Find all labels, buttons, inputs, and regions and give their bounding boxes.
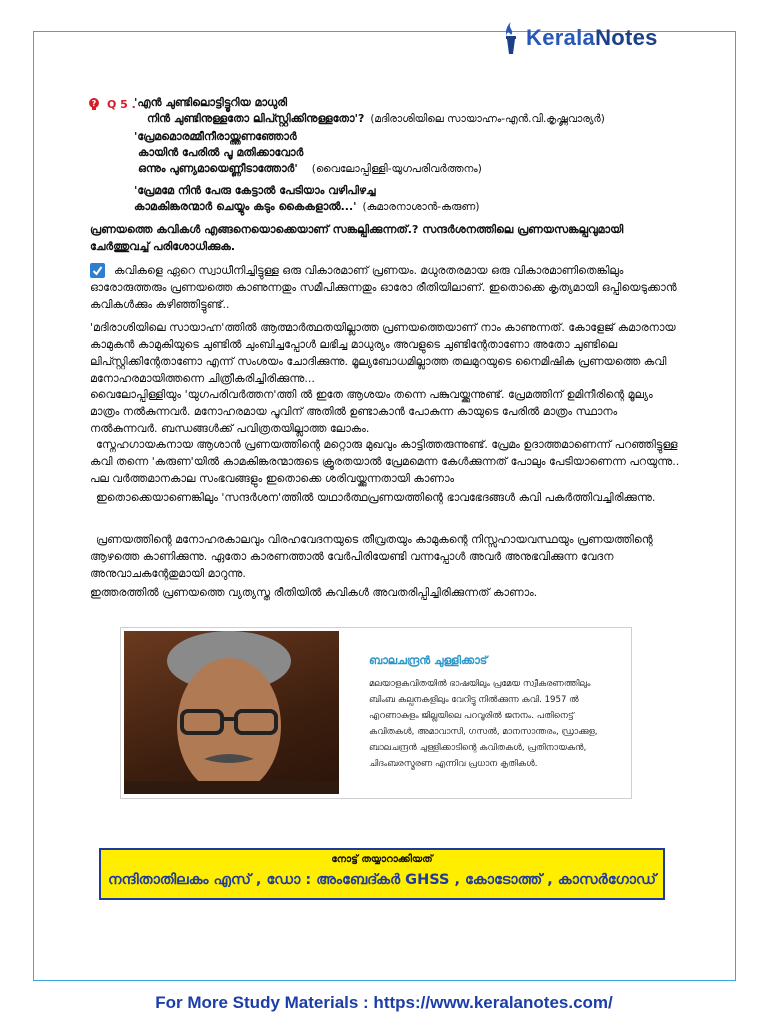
credit-heading: നോട്ട് തയ്യാറാക്കിയത്	[331, 854, 433, 865]
answer-paragraph-3: വൈലോപ്പിള്ളിയും 'യുഗപരിവർത്തന'ത്തി ൽ ഇതേ ആശയം തന്നെ പങ്കുവയ്ക്കുന്നുണ്ട്. പ്രേമത്തിന് ഉമിനീരിന്റെ മൂല്യം മാത്രം നൽകുന്നവർ. മനോഹരമായ പൂവിന് അതിൽ ഉണ്ടാകാൻ പോകുന്ന കായുടെ പേരിൽ മാത്രം സ്ഥാനം നൽകുന്നവർ. ബന്ധങ്ങൾക്ക് പവിത്രതയില്ലാത്ത ലോകം.	[90, 388, 653, 435]
quote-3-line-1: 'പ്രേമമേ നിൻ പേരു കേട്ടാൽ പേടിയാം വഴിപിഴച്ച	[134, 184, 376, 197]
quote-1-line-1: 'എൻ ചുണ്ടിലൊട്ടിട്ടൂറിയ മാധുരി	[134, 96, 288, 109]
quote-3	[134, 183, 479, 215]
poet-bio: മലയാളകവിതയിൽ ഭാഷയിലും പ്രമേയ സ്വീകരണത്തിലും ബിംബ കല്പനകളിലും വേറിട്ടു നിൽക്കുന്ന കവി. 1957 ൽ എറണാകുളം ജില്ലയിലെ പറവൂരിൽ ജനനം. പതിനെട്ട് കവിതകൾ, അമാവാസി, ഗസൽ, മാനസാന്തരം, ഡ്രാക്കുള, ബാലചന്ദ്രൻ ചുള്ളിക്കാടിന്റെ കവിതകൾ, പ്രതിനായകൻ, ചിദംബരസ്മരണ എന്നിവ പ്രധാന കൃതികൾ.	[369, 679, 598, 769]
answer-paragraph-2: 'മദിരാശിയിലെ സായാഹ്ന'ത്തിൽ ആത്മാർത്ഥതയില്ലാത്ത പ്രണയത്തെയാണ് നാം കാണുന്നത്. കോളേജ് കമാരനായ കാമുകൻ കാമുകിയുടെ ചുണ്ടിൽ ചുംബിച്ചപ്പോൾ ലഭിച്ച മാധുര്യം അവളുടെ ചുണ്ടിന്റേതാണോ അതോ ചുണ്ടിലെ ലിപ്സ്റ്റിക്കിന്റേതാണോ എന്ന് സംശയം ചോദിക്കുന്നു. മൂല്യബോധമില്ലാത്ത തലമുറയുടെ നൈമിഷിക പ്രണയത്തെ കവി മനോഹരമായിത്തന്നെ ചിത്രീകരിച്ചിരിക്കുന്നു...	[90, 321, 676, 385]
quote-1	[134, 95, 605, 127]
torch-icon	[500, 20, 522, 56]
poet-profile-card	[120, 627, 632, 799]
answer-paragraph-5: ഇതൊക്കെയാണെങ്കിലും 'സന്ദർശന'ത്തിൽ യഥാർത്ഥപ്രണയത്തിന്റെ ഭാവഭേദങ്ങൾ കവി പകർത്തിവച്ചിരിക്കുന്നു.	[96, 491, 656, 504]
quote-1-source: (മദിരാശിയിലെ സായാഹ്നം-എൻ.വി.കൃഷ്ണവാര്യർ)	[370, 113, 605, 125]
question-label: ? Q 5 .	[87, 97, 136, 111]
quote-2-line-2: കായിൻ പേരിൽ പൂ മതിക്കാവോർ	[138, 146, 304, 159]
quote-3-source: (കുമാരനാശാൻ-കരുണ)	[362, 201, 480, 213]
credit-author: നന്ദിതാതിലകം എസ് , ഡോ : അംബേദ്കർ GHSS , കോടോത്ത് , കാസർഗോഡ്	[107, 872, 657, 888]
question-prompt: പ്രണയത്തെ കവികൾ എങ്ങനെയൊക്കെയാണ് സങ്കല്പിക്കുന്നത്.? സന്ദർശനത്തിലെ പ്രണയസങ്കല്പവുമായി ചേർത്തുവച്ച് പരിശോധിക്കുക.	[90, 223, 624, 253]
quote-2-line-1: 'പ്രേമമൊരമ്മീനീരായ്ത്തണഞ്ഞോർ	[134, 130, 297, 143]
footer-link[interactable]: For More Study Materials : https://www.keralanotes.com/	[155, 993, 613, 1012]
author-credit-box	[99, 848, 665, 900]
svg-text:?: ?	[91, 99, 97, 108]
quote-1-line-2: നിൻ ചുണ്ടിനുള്ളതോ ലിപ്സ്റ്റിക്കിനുള്ളതോ'?	[147, 112, 365, 125]
quote-2-line-3: ഒന്നും പുണ്യമായെണ്ണീടാത്തോർ'	[138, 162, 298, 175]
question-bulb-icon	[87, 97, 101, 111]
poet-name: ബാലചന്ദ്രൻ ചുള്ളിക്കാട്	[369, 654, 488, 667]
keralanotes-logo[interactable]	[500, 18, 658, 58]
answer-paragraph-7: ഇത്തരത്തിൽ പ്രണയത്തെ വ്യത്യസ്ത രീതിയിൽ കവികൾ അവതരിപ്പിച്ചിരിക്കുന്നത് കാണാം.	[90, 586, 538, 599]
answer-paragraph-6: പ്രണയത്തിന്റെ മനോഹരകാലവും വിരഹവേദനയുടെ തീവ്രതയും കാമുകന്റെ നിസ്സഹായവസ്ഥയും പ്രണയത്തിന്റെ ആഴത്തെ കാണിക്കുന്നു. ഏതോ കാരണത്താൽ വേർപിരിയേണ്ടി വന്നപ്പോൾ അവർ അനുഭവിക്കുന്ന വേദന അനുവാചകന്റേതുമായി മാറുന്നു.	[90, 533, 653, 580]
logo-text: KeralaNotes	[526, 25, 658, 50]
quote-2	[134, 129, 482, 177]
answer-paragraph-1: കവികളെ ഏറെ സ്വാധീനിച്ചിട്ടുള്ള ഒരു വികാരമാണ് പ്രണയം. മധുരതരമായ ഒരു വികാരമാണിതെങ്കിലും ഓരോരുത്തരും പ്രണയത്തെ കാണുന്നതും സമീപിക്കുന്നതും ഓരോ രീതിയിലാണ്. ഇതൊക്കെ കൃത്യമായി ഒപ്പിയെടുക്കാൻ കവികൾക്കും കഴിഞ്ഞിട്ടുണ്ട്..	[90, 264, 677, 311]
poet-portrait	[124, 631, 339, 794]
quote-3-line-2: കാമകിങ്കരന്മാർ ചെയ്യും കടും കൈകളാൽ...'	[134, 200, 357, 213]
quote-2-source: (വൈലോപ്പിള്ളി-യുഗപരിവർത്തനം)	[311, 163, 482, 175]
answer-paragraph-4: സ്നേഹഗായകനായ ആശാൻ പ്രണയത്തിന്റെ മറ്റൊരു മുഖവും കാട്ടിത്തരുന്നുണ്ട്. പ്രേമം ഉദാത്തമാണെന്ന് പറഞ്ഞിട്ടുള്ള കവി തന്നെ 'കരുണ'യിൽ കാമകിങ്കരന്മാരുടെ ക്രൂരതയാൽ പ്രേമമെന്ന കേൾക്കുന്നത് പോലും പേടിയാണെന്ന പറയുന്നു.. പല വർത്തമാനകാല സംഭവങ്ങളും ഇതൊക്കെ ശരിവയ്ക്കുന്നതായി കാണാം	[90, 438, 680, 485]
